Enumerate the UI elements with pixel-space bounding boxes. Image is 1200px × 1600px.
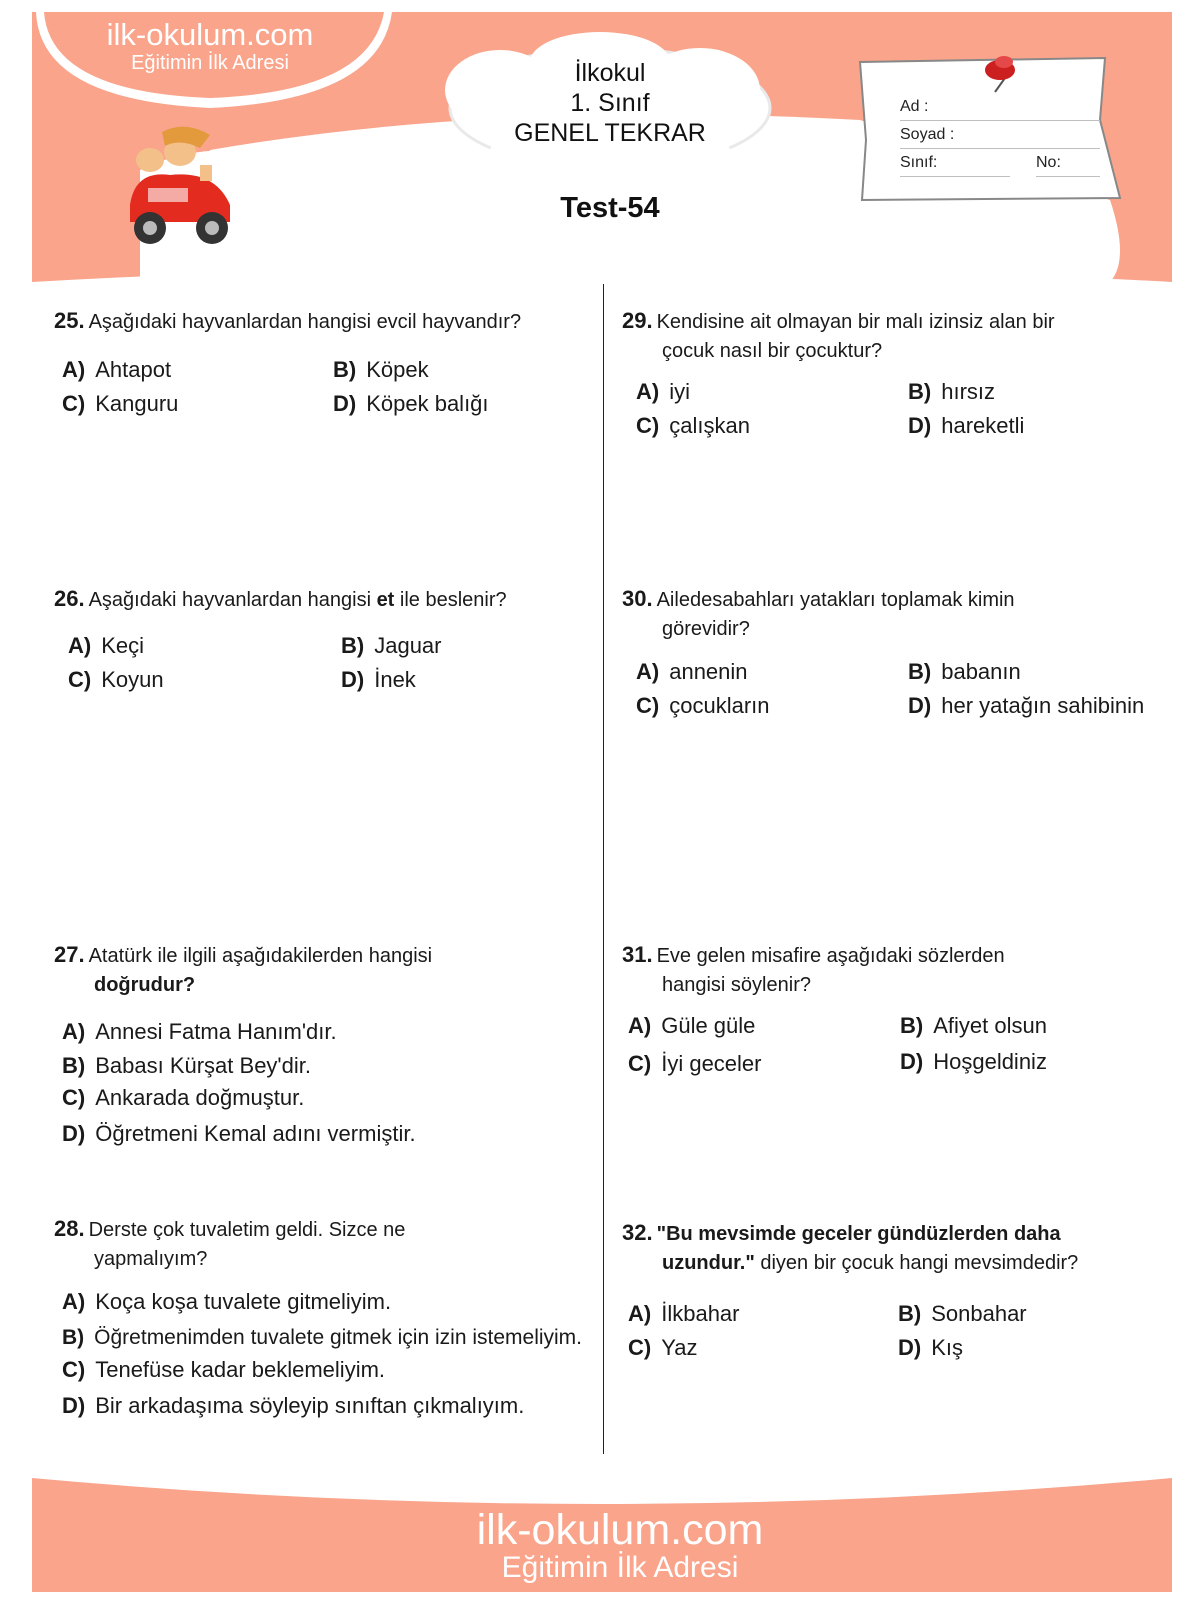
subject: GENEL TEKRAR: [514, 119, 706, 147]
option-25-d[interactable]: D) Köpek balığı: [333, 391, 489, 416]
option-25-a[interactable]: A) Ahtapot: [62, 357, 172, 382]
name-card: [878, 90, 1128, 200]
option-31-a[interactable]: A) Güle güle: [628, 1013, 756, 1038]
option-31-b[interactable]: B) Afiyet olsun: [900, 1013, 1047, 1038]
question-25: 25. Aşağıdaki hayvanlardan hangisi evcil hayvandır?: [54, 308, 522, 333]
name-label: Ad :: [900, 98, 929, 115]
option-27-d[interactable]: D) Öğretmeni Kemal adını vermiştir.: [62, 1121, 416, 1146]
question-32: 32. "Bu mevsimde geceler gündüzlerden daha uzundur." diyen bir çocuk hangi mevsimdedir?: [622, 1220, 1079, 1274]
question-26: 26. Aşağıdaki hayvanlardan hangisi et ile beslenir?: [54, 586, 507, 611]
option-32-a[interactable]: A) İlkbahar: [628, 1301, 740, 1326]
option-26-c[interactable]: C) Koyun: [68, 667, 164, 692]
question-28: 28. Derste çok tuvaletim geldi. Sizce ne yapmalıyım?: [54, 1216, 406, 1270]
option-26-b[interactable]: B) Jaguar: [341, 633, 442, 658]
logo-site: ilk-okulum.com: [106, 17, 314, 52]
option-25-c[interactable]: C) Kanguru: [62, 391, 179, 416]
option-30-d[interactable]: D) her yatağın sahibinin: [908, 693, 1145, 718]
question-29: 29. Kendisine ait olmayan bir malı izinsiz alan bir çocuk nasıl bir çocuktur?: [622, 308, 1055, 362]
option-32-b[interactable]: B) Sonbahar: [898, 1301, 1027, 1326]
surname-label: Soyad :: [900, 126, 955, 143]
option-32-c[interactable]: C) Yaz: [628, 1335, 698, 1360]
question-27: 27. Atatürk ile ilgili aşağıdakilerden hangisi doğrudur?: [54, 942, 433, 996]
option-29-d[interactable]: D) hareketli: [908, 413, 1025, 438]
footer-site: ilk-okulum.com: [476, 1506, 764, 1554]
number-label: No:: [1036, 154, 1061, 171]
option-31-c[interactable]: C) İyi geceler: [628, 1051, 762, 1076]
option-28-c[interactable]: C) Tenefüse kadar beklemeliyim.: [62, 1357, 386, 1382]
column-divider: [603, 284, 604, 1454]
question-30: 30. Ailedesabahları yatakları toplamak kimin görevidir?: [622, 586, 1015, 640]
option-27-c[interactable]: C) Ankarada doğmuştur.: [62, 1085, 305, 1110]
option-26-d[interactable]: D) İnek: [341, 667, 416, 692]
option-30-c[interactable]: C) çocukların: [636, 693, 770, 718]
school-level: İlkokul: [574, 59, 646, 87]
footer-logo[interactable]: [400, 1508, 840, 1584]
option-25-b[interactable]: B) Köpek: [333, 357, 429, 382]
option-29-c[interactable]: C) çalışkan: [636, 413, 750, 438]
option-27-b[interactable]: B) Babası Kürşat Bey'dir.: [62, 1053, 311, 1078]
option-30-a[interactable]: A) annenin: [636, 659, 748, 684]
option-26-a[interactable]: A) Keçi: [68, 633, 145, 658]
option-29-a[interactable]: A) iyi: [636, 379, 690, 404]
test-title: Test-54: [560, 192, 660, 224]
option-28-a[interactable]: A) Koça koşa tuvalete gitmeliyim.: [62, 1289, 392, 1314]
question-31: 31. Eve gelen misafire aşağıdaki sözlerden hangisi söylenir?: [622, 942, 1005, 996]
option-30-b[interactable]: B) babanın: [908, 659, 1021, 684]
logo-tagline: Eğitimin İlk Adresi: [131, 52, 289, 74]
class-label: Sınıf:: [900, 154, 938, 171]
option-28-d[interactable]: D) Bir arkadaşıma söyleyip sınıftan çıkmalıyım.: [62, 1393, 525, 1418]
option-32-d[interactable]: D) Kış: [898, 1335, 964, 1360]
option-27-a[interactable]: A) Annesi Fatma Hanım'dır.: [62, 1019, 337, 1044]
cloud-title: [460, 58, 760, 148]
option-28-b[interactable]: B) Öğretmenimden tuvalete gitmek için izin istemeliyim.: [62, 1326, 583, 1349]
footer-tagline: Eğitimin İlk Adresi: [501, 1551, 739, 1584]
option-31-d[interactable]: D) Hoşgeldiniz: [900, 1049, 1047, 1074]
option-29-b[interactable]: B) hırsız: [908, 379, 996, 404]
grade: 1. Sınıf: [570, 89, 650, 117]
header-logo[interactable]: [90, 18, 330, 74]
